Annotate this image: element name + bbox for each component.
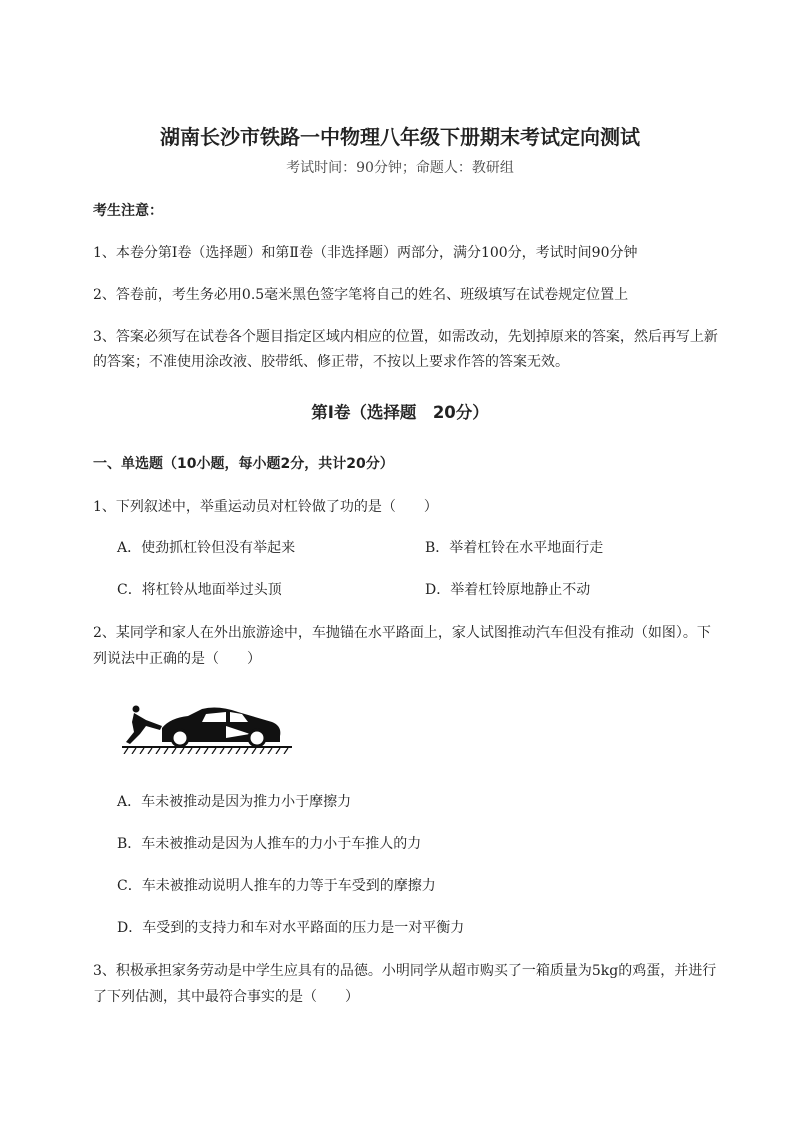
part-heading: 一、单选题（10小题，每小题2分，共计20分） <box>93 456 394 472</box>
option-b: B．举着杠铃在水平地面行走 <box>425 540 604 556</box>
option-c: C．将杠铃从地面举过头顶 <box>117 582 282 598</box>
exam-subtitle: 考试时间：90分钟；命题人：教研组 <box>286 160 514 176</box>
question-stem: 3、积极承担家务劳动是中学生应具有的品德。小明同学从超市购买了一箱质量为5kg的鸡蛋，并进行 <box>93 963 717 979</box>
notice-item: 的答案；不准使用涂改液、胶带纸、修正带，不按以上要求作答的答案无效。 <box>93 354 569 370</box>
option-d: D．举着杠铃原地静止不动 <box>425 582 591 598</box>
notice-item: 2、答卷前，考生务必用0.5毫米黑色签字笔将自己的姓名、班级填写在试卷规定位置上 <box>93 287 629 303</box>
question-stem: 列说法中正确的是（ ） <box>93 651 261 667</box>
exam-title: 湖南长沙市铁路一中物理八年级下册期末考试定向测试 <box>160 125 640 149</box>
question-stem: 1、下列叙述中，举重运动员对杠铃做了功的是（ ） <box>93 499 438 515</box>
question-stem: 2、某同学和家人在外出旅游途中，车抛锚在水平路面上，家人试图推动汽车但没有推动（如图）。下 <box>93 625 711 641</box>
notice-item: 3、答案必须写在试卷各个题目指定区域内相应的位置，如需改动，先划掉原来的答案，然后再写上新 <box>93 329 718 345</box>
option-d: D．车受到的支持力和车对水平路面的压力是一对平衡力 <box>117 920 465 936</box>
section-title: 第I卷（选择题 20分） <box>311 403 489 422</box>
question-stem: 了下列估测，其中最符合事实的是（ ） <box>93 989 359 1005</box>
notice-heading: 考生注意： <box>93 203 163 219</box>
option-a: A．使劲抓杠铃但没有举起来 <box>117 540 296 556</box>
option-a: A．车未被推动是因为推力小于摩擦力 <box>117 794 352 810</box>
notice-item: 1、本卷分第I卷（选择题）和第Ⅱ卷（非选择题）两部分，满分100分，考试时间90分钟 <box>93 245 638 261</box>
option-b: B．车未被推动是因为人推车的力小于车推人的力 <box>117 836 422 852</box>
car-push-figure <box>122 704 292 754</box>
option-c: C．车未被推动说明人推车的力等于车受到的摩擦力 <box>117 878 436 894</box>
